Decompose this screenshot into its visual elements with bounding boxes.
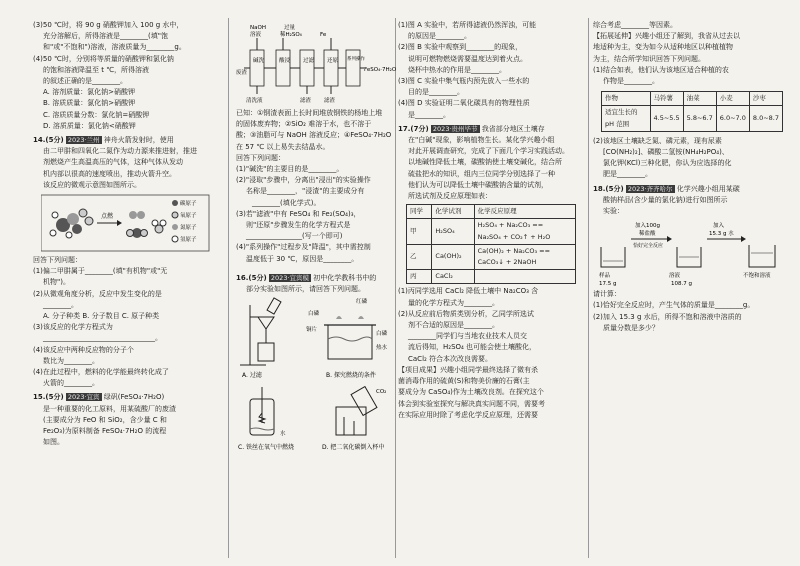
step-reduce: 还原 [327,58,339,64]
text-line: (2)加入 15.3 g 水后，所得不饱和溶液中溶质的 [593,312,742,321]
text-line: ________。 [43,300,78,309]
text-line: (3)若"滤液"中有 FeSO₄ 和 Fe₂(SO₄)₃， [236,209,361,218]
text-line: 综合考虑________等因素。 [593,21,677,29]
legend-oxygen: 氧原子 [180,213,197,220]
text-line: (4)图 D 实验证明二氧化碳具有的物理性质 [398,99,530,108]
label-solution-mass: 108.7 g [671,281,692,288]
text-line: 说明可燃物燃烧需要温度达到着火点。 [408,54,527,63]
caption-a: A. 过滤 [242,372,262,380]
option-c: C. 溶质质量分数：氯化钠=硝酸钾 [43,110,150,119]
label-red-phosphorus: 红磷 [356,299,368,306]
text-line: 机物")。 [43,278,70,287]
option-b: B. 溶质质量：氯化钠>硝酸钾 [43,99,136,108]
equation-line: Ca(OH)₂ + Na₂CO₃ == [477,246,551,255]
label-sample-mass: 17.5 g [599,281,617,288]
experiments-svg [236,295,401,455]
question-number: 18.(5分) [593,184,624,193]
product-molecules [127,211,167,238]
question-16-header [236,273,401,284]
table-cell: 5.8~6.7 [683,106,716,131]
text-line: CaCl₂ 符合本次改良需要。 [408,354,493,363]
text-line: (3)该反应的化学方程式为 [33,323,113,332]
text-line: 肥是________。 [603,170,652,179]
text-line: 剂不合适的原因是________。 [408,321,499,330]
question-15-header [33,392,218,403]
text-line: 请计算： [593,290,621,299]
text-line: 的叙述正确的是________。 [43,77,127,86]
equation-line: CaCO₃↓ + 2NaOH [477,258,537,267]
figure-c-iron-burning [250,387,286,437]
table-header: 马铃薯 [650,92,683,106]
text-line: 菌消毒作用的硫黄(S)和物美价廉的石膏(主 [398,377,530,386]
label-copper: 铜片 [306,327,318,334]
text-line: ________________________________。 [43,334,162,343]
product-label: FeSO₄·7H₂O [364,67,397,73]
table-cell: 8.0~8.7 [749,106,782,131]
column-divider [228,18,229,558]
text-line: 数比为________。 [43,356,99,365]
text-line: 【拓展延伸】兴趣小组还了解到，我省从过去以 [593,32,740,41]
text-line: (4)该反应中两种反应物的分子个 [33,345,134,354]
question-17-header [398,124,583,135]
text-line: 目的是________。 [408,88,464,97]
text-line: 要成分为 CaSO₄)作为土壤改良剂。在探究这个 [398,388,544,397]
source-tag: 2023·宜宾模 [270,273,310,282]
option-d: D. 溶质质量：氯化钠<硝酸钾 [43,121,136,130]
flow-label: 溶液 [250,32,262,38]
text-line: 名称是________，"浸渣"的主要成分有 [246,187,365,196]
legend-nitrogen: 氮原子 [180,225,197,232]
table-header-row [407,205,576,219]
text-line: 我省部分地区土壤存 [481,124,545,133]
equation-line: Na₂SO₄ + CO₂↑ + H₂O [477,232,551,241]
text-line: 初中化学教科书中的 [313,273,377,282]
source-tag: 2023·齐齐哈尔 [627,184,673,193]
table-header: 沙枣 [749,92,782,106]
procedure-svg [597,217,783,289]
text-line: 和"或"不饱和")溶液，溶液质量为________g。 [43,43,186,52]
column-3 [398,20,583,421]
text-line: 火箭的________。 [43,379,99,388]
text-line: 质量分数是多少？ [603,323,659,332]
column-divider [588,18,589,558]
text-line: 在"白碱"现象，影响植物生长。某化学兴趣小组 [408,136,555,145]
table-header: 小麦 [716,92,749,106]
caption-b: B. 探究燃烧的条件 [326,372,376,380]
text-line: 量的化学方程式为________。 [408,298,499,307]
flow-svg [236,20,401,108]
text-line: 烧杯中热水的作用是________。 [408,65,506,74]
text-line: 酸钠样品(含少量的氯化钠)进行如图所示 [603,195,728,204]
text-line: 实验： [603,207,624,216]
experiment-procedure-diagram [597,217,783,289]
text-line: (1)"碱洗"的主要目的是________。 [236,165,344,174]
process-flow-diagram [236,20,401,108]
option-a: A. 溶剂质量：氯化钠>硝酸钾 [43,88,135,97]
label-dilute-hcl: 稀盐酸 [639,231,656,238]
label-sample: 样品 [599,273,611,280]
text-line: A. 分子种类 B. 分子数目 C. 原子种类 [43,312,160,321]
text-line: (1)图 A 实验中，若所得滤液仍然浑浊，可能 [398,21,537,29]
label-water: 水 [280,431,286,438]
molecule-svg [41,193,211,253]
reactant-molecule [50,209,93,238]
flow-label: 废渣 [236,70,248,76]
legend [172,199,197,243]
text-line: 该反应的微观示意图如图所示。 [43,180,141,189]
text-line: 对此开展调查研究，完成了下面几个学习实践活动。 [408,147,569,156]
table-cell: CaCl₂ [432,270,474,284]
label-water-mass: 15.3 g 水 [709,231,734,238]
text-line: (3)50 ℃时，将 90 g 硝酸钾加入 100 g 水中， [33,21,184,29]
table-header: 化学试剂 [432,205,474,219]
table-header: 同学 [407,205,432,219]
question-14-header [33,135,218,146]
text-line: [CO(NH₂)₂]、磷酸二氢铵(NH₄H₂PO₄)、 [603,148,729,157]
label-co2: CO₂ [376,389,387,396]
text-line: 氯化钾(KCl)三种化肥，你认为应选择的化 [603,159,732,168]
source-tag: 2023·兰州 [67,136,100,145]
text-line: 由二甲肼和四氧化二氮作为动力源来推进射，推进 [43,147,197,156]
text-line: (4)"系列操作"过程步及"降温"，其中需控制 [236,243,371,252]
text-line: (2)从微观角度分析，反应中发生变化的是 [33,289,162,298]
text-line: ________同学们与当地农业技术人员交 [408,332,527,341]
flow-label: 滤渣 [324,98,336,104]
text-line: 回答下列问题： [33,256,82,265]
question-number: 16.(5分) [236,273,267,282]
text-line: 在实际应用时除了考虑化学反应原理，还需要 [398,410,538,419]
table-header: 油菜 [683,92,716,106]
table-cell [474,270,575,284]
text-line: (1)结合如表，他们认为该地区适合种植的农 [593,65,729,74]
legend-carbon: 碳原子 [180,201,197,208]
text-line: 【项目成果】兴趣小组同学最终选择了微有杀 [398,365,538,374]
flow-label: 稀H₂SO₄ [280,32,302,38]
caption-c: C. 铁丝在氧气中燃烧 [238,444,295,452]
text-line: 作物是________。 [603,77,659,86]
table-cell: 乙 [407,244,432,269]
table-row [407,244,576,269]
text-line: 是一种重要的化工原料，用某硫酸厂的废渣 [43,404,176,413]
figure-a-filtration [240,298,281,365]
text-line: 充分溶解后，所得溶液是________(填"饱 [43,32,168,41]
text-line: 神舟火箭发射时，使用 [103,136,174,145]
label-white-phosphorus: 白磷 [308,311,320,318]
step-series: 系列操作 [347,57,365,62]
table-cell: H₂SO₄ [432,219,474,244]
text-line: 酸；③油脂可与 NaOH 溶液反应；④FeSO₄·7H₂O [236,131,392,140]
text-line: 硫盐把水的知识，组内三位同学分别选择了一种 [408,169,555,178]
question-number: 15.(5分) [33,393,64,402]
text-line: 以地碱性降低土壤，碳酸钠使土壤变碱化，结合所 [408,158,562,167]
label-add-acid: 加入100g [635,223,660,230]
crop-ph-table [601,91,783,132]
question-number: 14.(5分) [33,136,64,145]
source-tag: 2023·宜宾 [67,393,100,402]
label-unsaturated: 不饱和溶液 [743,273,771,280]
label-complete-reaction: 恰好完全反应 [633,243,664,250]
text-line: 回答下列问题： [236,153,285,162]
text-line: (2)图 B 实验中观察到________的现象， [398,43,523,52]
label-hot-water: 热水 [376,345,388,352]
label-solution: 溶液 [669,273,681,280]
text-line: ________________(写一个即可) [246,232,343,241]
table-header-row [602,92,783,106]
text-line: 绿矾(FeSO₄·7H₂O) [103,393,165,402]
reagent-table [406,204,576,284]
step-wash: 碱洗 [253,58,265,64]
flow-label: Fe [320,32,327,38]
table-header: 作物 [602,92,651,106]
column-2 [236,20,401,455]
flow-label: 滤渣 [300,98,312,104]
question-number: 17.(7分) [398,124,429,133]
figure-b-combustion [306,297,388,359]
table-cell: 6.0~7.0 [716,106,749,131]
legend-hydrogen: 氢原子 [180,237,197,244]
text-line: 为主，结合所学知识回答下列问题。 [593,54,705,63]
equation-line: H₂SO₄ + Na₂CO₃ == [477,221,544,230]
label-white-phosphorus: 白磷 [376,331,388,338]
text-line: (2)该地区土壤缺乏氮、磷元素，现有尿素 [593,136,722,145]
question-18-header [593,184,783,195]
text-line: ________(填化学式)。 [252,198,321,207]
text-line: 机内部以很高的速度喷出，推动火箭升空。 [43,169,176,178]
text-line: (2)"浸取"步骤中，分离出"浸出"的实验操作 [236,176,371,185]
text-line: 流后得知，H₂SO₄ 也可能会使土壤酸化， [408,343,537,352]
text-line: 剂燃烧产生高温高压的气体，这种气体从发动 [43,158,183,167]
text-line: 化学兴趣小组用某碳 [676,184,740,193]
table-cell: 丙 [407,270,432,284]
table-cell: 甲 [407,219,432,244]
table-cell: 适宜生长的 pH 范围 [602,106,651,131]
text-line: (4)在此过程中，燃料的化学能最终转化成了 [33,368,169,377]
text-line: (4)50 ℃时，分别将等质量的硝酸钾和氯化钠 [33,54,174,63]
table-header: 化学反应原理 [474,205,575,219]
molecule-diagram [41,193,211,253]
step-leach: 酸浸 [279,58,291,64]
text-line: 是________。 [408,110,450,119]
text-line: (2)从反应前后物质类别分析，乙同学所选试 [398,309,534,318]
column-4 [593,20,783,334]
table-cell [474,244,575,269]
table-row [602,106,783,131]
flow-label: NaOH [250,25,266,31]
text-line: 在 57 ℃ 以上易失去结晶水。 [236,142,330,151]
table-cell: Ca(OH)₂ [432,244,474,269]
text-line: (1)丙同学选用 CaCl₂ 降低土壤中 Na₂CO₃ 含 [398,287,539,296]
text-line: 已知：①钢渣表面上长时间堆放钢铁的杨地上堆 [236,109,383,117]
text-line: Fe₂O₃)为原料制备 FeSO₄·7H₂O 的流程 [43,427,167,436]
text-line: 部分实验如图所示，请回答下列问题。 [246,285,365,294]
text-line: 体会到实验室探究与解决真实问题不同，需要考 [398,399,545,408]
text-line: 地适种为主，变为如今从适种地区以种植植物 [593,43,733,52]
caption-d: D. 把二氧化碳倒入杯中 [322,444,385,452]
text-line: 的饱和溶液降温至 t ℃，所得溶液 [43,65,150,74]
text-line: 的原因是________。 [408,32,471,41]
step-filter: 过滤 [303,58,315,64]
table-row [407,219,576,244]
text-line: (1)偏二甲肼属于________(填"有机物"或"无 [33,267,168,276]
text-line: 的固体废弃物；②SiO₂ 难溶于水，也不溶于 [236,120,372,129]
text-line: 他们认为可以降低土壤中碳酸钠含量的试剂， [408,180,548,189]
column-1 [33,20,218,449]
figure-d-co2 [336,387,386,435]
text-line: 温度低于 30 ℃，原因是________。 [246,254,359,263]
text-line: 则"还原"步骤发生的化学方程式是 [246,221,351,230]
flow-label: 过量 [284,25,296,31]
source-tag: 2023·贵州毕节 [432,124,478,133]
table-cell: 4.5~5.5 [650,106,683,131]
table-row [407,270,576,284]
label-add: 加入 [713,223,725,230]
flow-label: 清洗液 [246,98,263,104]
experiment-figures [236,295,401,455]
text-line: (1)恰好完全反应时，产生气体的质量是________g。 [593,301,755,310]
text-line: (主要成分为 FeO 和 SiO₂，含少量 C 和 [43,415,167,424]
text-line: (3)图 C 实验中集气瓶内预先放入一些水的 [398,77,530,86]
text-line: 所选试剂及反应原理如表： [408,192,492,201]
table-cell [474,219,575,244]
arrow-label: 点燃 [101,213,114,221]
text-line: 如图。 [43,438,64,447]
